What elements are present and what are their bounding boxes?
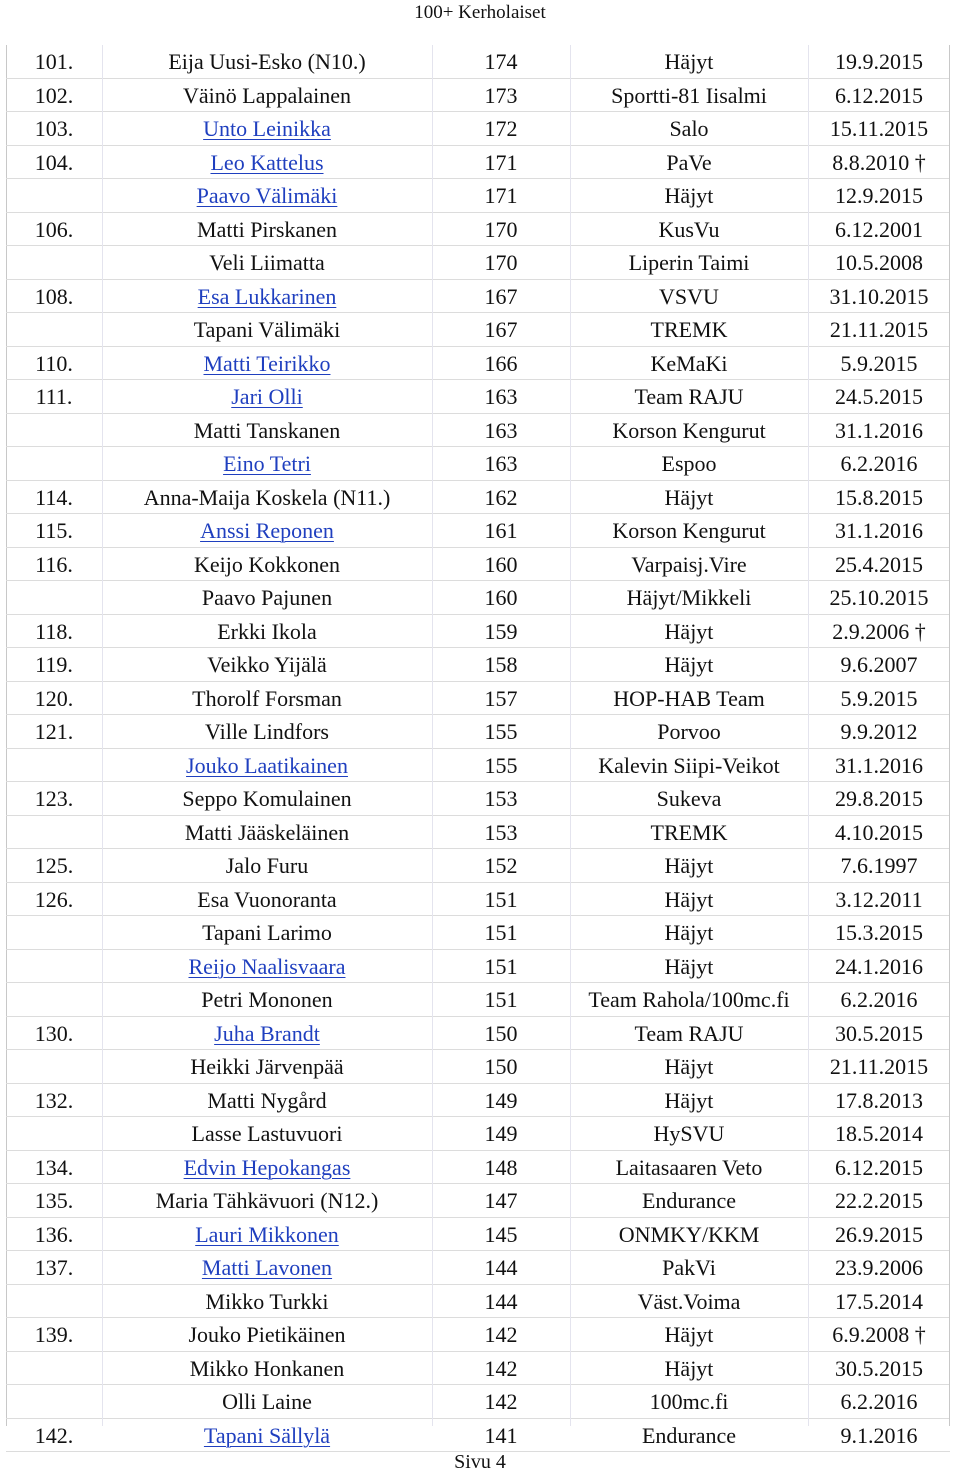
name-cell: Ville Lindfors [205,719,329,744]
date-cell: 9.9.2012 [840,719,918,744]
club-cell: TREMK [650,317,728,342]
rank-cell: 104. [34,149,74,175]
runner-link[interactable]: Matti Teirikko [203,350,331,376]
column-divider [432,45,433,1426]
date-cell: 2.9.2006 † [832,618,926,644]
club-cell: Häjyt [664,1054,714,1079]
count-cell: 174 [484,49,518,74]
club-cell: Sportti-81 Iisalmi [611,82,767,108]
count-cell: 167 [484,317,518,342]
name-cell: Matti Jääskeläinen [184,819,350,845]
club-cell: Häjyt [664,484,714,510]
date-cell: 4.10.2015 [835,819,923,845]
date-cell: 29.8.2015 [835,786,923,811]
count-cell: 141 [484,1422,518,1448]
column-divider [808,45,809,1426]
rank-cell: 119. [35,652,73,677]
count-cell: 153 [484,786,518,811]
runner-link[interactable]: Jari Olli [231,384,303,409]
club-cell: Liperin Taimi [628,250,750,275]
club-cell: Kalevin Siipi-Veikot [598,752,780,778]
club-cell: TREMK [650,819,728,845]
club-cell: Häjyt [664,886,714,912]
date-cell: 6.2.2016 [840,1389,918,1414]
club-cell: VSVU [659,283,719,309]
count-cell: 166 [484,350,518,376]
count-cell: 151 [484,987,518,1012]
club-cell: PakVi [662,1255,716,1280]
count-cell: 170 [484,250,518,275]
date-cell: 31.1.2016 [835,752,923,778]
rank-cell: 110. [35,350,73,376]
name-cell: Matti Pirskanen [197,216,337,242]
name-cell: Jalo Furu [225,853,309,878]
date-cell: 31.10.2015 [829,283,929,309]
name-cell: Thorolf Forsman [192,685,342,711]
count-cell: 144 [484,1255,518,1280]
club-cell: Team RAJU [634,384,744,409]
club-cell: HOP-HAB Team [613,685,765,711]
count-cell: 155 [484,752,518,778]
rank-cell: 126. [34,886,74,912]
club-cell: Team RAJU [634,1020,744,1046]
page-number: Sivu 4 [454,1451,506,1473]
runner-link[interactable]: Anssi Reponen [200,518,334,543]
club-cell: Häjyt [664,183,714,208]
rank-cell: 136. [34,1221,74,1247]
date-cell: 24.5.2015 [835,384,923,409]
name-cell: Keijo Kokkonen [193,551,341,577]
rank-cell: 132. [34,1087,74,1113]
club-cell: Korson Kengurut [612,518,766,543]
name-cell: Veikko Yijälä [207,652,327,677]
column-divider [102,45,103,1426]
date-cell: 23.9.2006 [835,1255,923,1280]
rank-cell: 108. [34,283,74,309]
column-divider [570,45,571,1426]
name-cell: Matti Nygård [207,1087,327,1113]
rank-cell: 114. [35,484,73,510]
count-cell: 150 [484,1054,518,1079]
date-cell: 17.5.2014 [835,1288,923,1314]
runner-link[interactable]: Unto Leinikka [203,116,331,141]
name-cell: Anna-Maija Koskela (N11.) [143,484,391,510]
runner-link[interactable]: Lauri Mikkonen [195,1221,339,1247]
date-cell: 26.9.2015 [835,1221,923,1247]
count-cell: 172 [484,116,518,141]
date-cell: 15.11.2015 [829,116,929,141]
club-cell: Espoo [661,451,717,476]
rank-cell: 116. [35,551,73,577]
name-cell: Jouko Pietikäinen [188,1322,346,1347]
rank-cell: 101. [34,49,74,74]
club-cell: Endurance [641,1422,737,1448]
count-cell: 171 [484,149,518,175]
rank-cell: 111. [35,384,73,409]
date-cell: 18.5.2014 [835,1121,923,1146]
date-cell: 25.4.2015 [835,551,923,577]
runner-link[interactable]: Eino Tetri [223,451,311,476]
count-cell: 155 [484,719,518,744]
count-cell: 171 [484,183,518,208]
name-cell: Erkki Ikola [217,618,317,644]
count-cell: 149 [484,1087,518,1113]
date-cell: 5.9.2015 [840,685,918,711]
club-cell: Väst.Voima [637,1288,741,1314]
runner-link[interactable]: Esa Lukkarinen [197,283,337,309]
name-cell: Eija Uusi-Esko (N10.) [168,49,366,74]
date-cell: 25.10.2015 [829,585,929,610]
rank-cell: 118. [35,618,73,644]
club-cell: PaVe [666,149,712,175]
runner-link[interactable]: Paavo Välimäki [196,183,338,208]
count-cell: 161 [484,518,518,543]
club-cell: Häjyt [664,618,714,644]
club-cell: Salo [669,116,709,141]
date-cell: 7.6.1997 [840,853,918,878]
rank-cell: 139. [34,1322,74,1347]
date-cell: 21.11.2015 [829,1054,929,1079]
runner-link[interactable]: Jouko Laatikainen [186,752,348,778]
date-cell: 8.8.2010 † [832,149,926,175]
club-cell: Häjyt [664,953,714,979]
count-cell: 159 [484,618,518,644]
club-cell: Häjyt [664,920,714,945]
name-cell: Maria Tähkävuori (N12.) [155,1188,379,1213]
count-cell: 167 [484,283,518,309]
results-table [6,45,950,1448]
count-cell: 144 [484,1288,518,1314]
count-cell: 142 [484,1389,518,1414]
rank-cell: 115. [35,518,73,543]
count-cell: 163 [484,384,518,409]
name-cell: Lasse Lastuvuori [191,1121,343,1146]
count-cell: 145 [484,1221,518,1247]
club-cell: Häjyt [664,49,714,74]
count-cell: 163 [484,417,518,443]
date-cell: 12.9.2015 [835,183,923,208]
rank-cell: 125. [34,853,74,878]
count-cell: 162 [484,484,518,510]
club-cell: HySVU [653,1121,725,1146]
date-cell: 15.3.2015 [835,920,923,945]
club-cell: Häjyt [664,853,714,878]
date-cell: 3.12.2011 [835,886,923,912]
club-cell: 100mc.fi [649,1389,729,1414]
rank-cell: 121. [34,719,74,744]
count-cell: 151 [484,953,518,979]
name-cell: Veli Liimatta [209,250,325,275]
name-cell: Mikko Honkanen [189,1355,345,1381]
club-cell: Häjyt [664,1355,714,1381]
club-cell: Laitasaaren Veto [615,1154,763,1180]
date-cell: 6.9.2008 † [832,1322,926,1347]
club-cell: Team Rahola/100mc.fi [588,987,790,1012]
count-cell: 151 [484,920,518,945]
runner-link[interactable]: Edvin Hepokangas [183,1154,351,1180]
count-cell: 147 [484,1188,518,1213]
rank-cell: 130. [34,1020,74,1046]
count-cell: 173 [484,82,518,108]
count-cell: 142 [484,1322,518,1347]
name-cell: Mikko Turkki [205,1288,329,1314]
club-cell: Varpaisj.Vire [631,551,747,577]
runner-link[interactable]: Leo Kattelus [210,149,324,175]
club-cell: Häjyt [664,1087,714,1113]
date-cell: 30.5.2015 [835,1020,923,1046]
count-cell: 170 [484,216,518,242]
count-cell: 160 [484,551,518,577]
rank-cell: 137. [34,1255,74,1280]
count-cell: 150 [484,1020,518,1046]
count-cell: 157 [484,685,518,711]
count-cell: 160 [484,585,518,610]
name-cell: Paavo Pajunen [201,585,333,610]
name-cell: Petri Mononen [201,987,333,1012]
rank-cell: 103. [34,116,74,141]
club-cell: Häjyt [664,652,714,677]
name-cell: Esa Vuonoranta [197,886,337,912]
date-cell: 15.8.2015 [835,484,923,510]
page-header: 100+ Kerholaiset [414,2,546,23]
club-cell: KeMaKi [650,350,728,376]
date-cell: 21.11.2015 [829,317,929,342]
date-cell: 6.12.2015 [835,82,923,108]
name-cell: Olli Laine [222,1389,312,1414]
date-cell: 24.1.2016 [835,953,923,979]
club-cell: Häjyt [664,1322,714,1347]
date-cell: 9.6.2007 [840,652,918,677]
club-cell: Porvoo [657,719,721,744]
rank-cell: 142. [34,1422,74,1448]
count-cell: 163 [484,451,518,476]
date-cell: 17.8.2013 [835,1087,923,1113]
club-cell: KusVu [658,216,720,242]
name-cell: Matti Tanskanen [193,417,341,443]
runner-link[interactable]: Reijo Naalisvaara [188,953,346,979]
date-cell: 31.1.2016 [835,417,923,443]
count-cell: 148 [484,1154,518,1180]
date-cell: 22.2.2015 [835,1188,923,1213]
date-cell: 30.5.2015 [835,1355,923,1381]
club-cell: Korson Kengurut [612,417,766,443]
count-cell: 152 [484,853,518,878]
date-cell: 19.9.2015 [835,49,923,74]
rank-cell: 134. [34,1154,74,1180]
count-cell: 142 [484,1355,518,1381]
date-cell: 6.12.2015 [835,1154,923,1180]
club-cell: Endurance [641,1188,737,1213]
count-cell: 153 [484,819,518,845]
runner-link[interactable]: Matti Lavonen [201,1255,333,1280]
rank-cell: 102. [34,82,74,108]
count-cell: 158 [484,652,518,677]
name-cell: Tapani Välimäki [193,317,341,342]
count-cell: 149 [484,1121,518,1146]
name-cell: Tapani Larimo [202,920,332,945]
date-cell: 5.9.2015 [840,350,918,376]
name-cell: Väinö Lappalainen [183,82,351,108]
rank-cell: 123. [34,786,74,811]
date-cell: 6.2.2016 [840,987,918,1012]
rank-cell: 135. [34,1188,74,1213]
date-cell: 9.1.2016 [840,1422,918,1448]
club-cell: ONMKY/KKM [618,1221,760,1247]
runner-link[interactable]: Tapani Sällylä [203,1422,331,1448]
date-cell: 6.2.2016 [840,451,918,476]
runner-link[interactable]: Juha Brandt [214,1020,320,1046]
count-cell: 151 [484,886,518,912]
date-cell: 10.5.2008 [835,250,923,275]
rank-cell: 106. [34,216,74,242]
name-cell: Heikki Järvenpää [190,1054,344,1079]
date-cell: 31.1.2016 [835,518,923,543]
club-cell: Häjyt/Mikkeli [626,585,752,610]
name-cell: Seppo Komulainen [182,786,352,811]
date-cell: 6.12.2001 [835,216,923,242]
rank-cell: 120. [34,685,74,711]
club-cell: Sukeva [656,786,722,811]
